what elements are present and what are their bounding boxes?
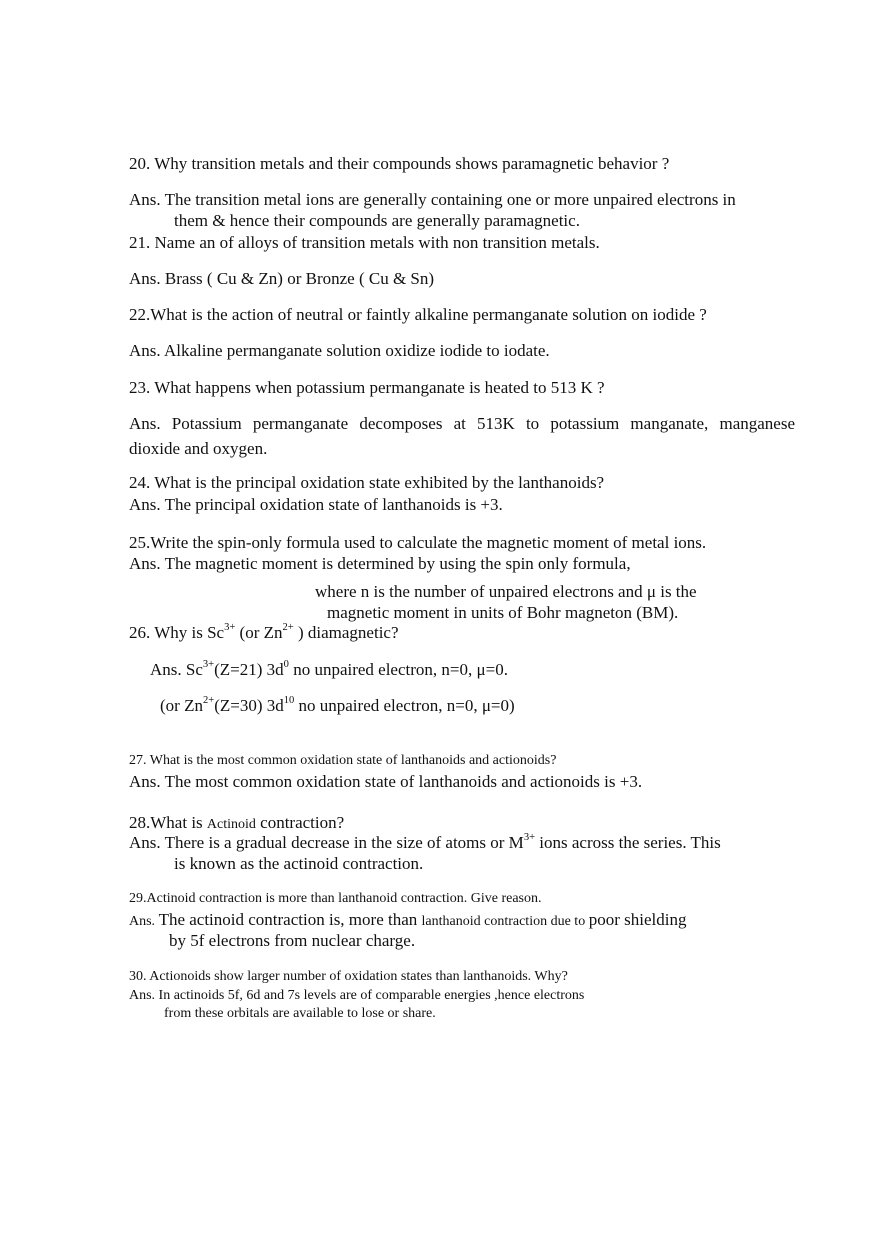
answer-25-line-3: magnetic moment in units of Bohr magneton (BM). (327, 603, 679, 622)
answer-26-line-2: (or $Zn^{2+}(Z=30)$ $3d^{10}$ no unpaired electron, n=0, μ=0) (160, 694, 515, 715)
answer-29-line-2: by 5f electrons from nuclear charge. (169, 931, 416, 950)
question-24: 24. What is the principal oxidation state exhibited by the lanthanoids? (129, 473, 605, 492)
answer-24: Ans. The principal oxidation state of lanthanoids is +3. (129, 495, 503, 514)
question-26: 26. Why is $Sc^{3+}$ (or $Zn^{2+}$ ) diamagnetic? (129, 621, 399, 642)
answer-27: Ans. The most common oxidation state of lanthanoids and actionoids is +3. (129, 772, 643, 791)
answer-30-line-1: Ans. In actinoids 5f, 6d and 7s levels are of comparable energies ,hence electrons (129, 988, 585, 1003)
answer-22: Ans. Alkaline permanganate solution oxidize iodide to iodate. (129, 341, 550, 360)
question-21: 21. Name an of alloys of transition metals with non transition metals. (129, 233, 600, 252)
question-27: 27. What is the most common oxidation state of lanthanoids and actionoids? (129, 753, 557, 768)
question-23: 23. What happens when potassium permanganate is heated to 513 K ? (129, 378, 605, 397)
answer-25-line-1: Ans. The magnetic moment is determined by using the spin only formula, (129, 554, 631, 573)
answer-23-line-1: Ans. Potassium permanganate decomposes at 513K to potassium manganate, manganese (129, 414, 795, 433)
question-29: 29.Actinoid contraction is more than lanthanoid contraction. Give reason. (129, 891, 542, 906)
answer-23-line-2: dioxide and oxygen. (129, 439, 268, 458)
question-25: 25.Write the spin-only formula used to calculate the magnetic moment of metal ions. (129, 533, 707, 552)
answer-20-line-2: them & hence their compounds are generally paramagnetic. (174, 211, 580, 230)
answer-25-line-2: where n is the number of unpaired electrons and μ is the (315, 582, 697, 601)
answer-21: Ans. Brass ( Cu & Zn) or Bronze ( Cu & Sn) (129, 269, 435, 288)
question-20: 20. Why transition metals and their compounds shows paramagnetic behavior ? (129, 154, 670, 173)
question-28: 28.What is Actinoid contraction? (129, 813, 345, 832)
answer-28-line-2: is known as the actinoid contraction. (174, 854, 424, 873)
question-30: 30. Actionoids show larger number of oxidation states than lanthanoids. Why? (129, 969, 568, 984)
question-22: 22.What is the action of neutral or faintly alkaline permanganate solution on iodide ? (129, 305, 707, 324)
answer-28-line-1: Ans. There is a gradual decrease in the size of atoms or $M^{3+}$ ions across the series. This (129, 831, 721, 852)
answer-26-line-1: Ans. $Sc^{3+}(Z=21)$ $3d^0$ no unpaired electron, n=0, μ=0. (150, 658, 508, 679)
answer-20-line-1: Ans. The transition metal ions are generally containing one or more unpaired electrons in (129, 190, 736, 209)
answer-29-line-1: Ans. The actinoid contraction is, more than lanthanoid contraction due to poor shielding (129, 910, 687, 929)
answer-30-line-2: from these orbitals are available to lose or share. (164, 1006, 436, 1021)
